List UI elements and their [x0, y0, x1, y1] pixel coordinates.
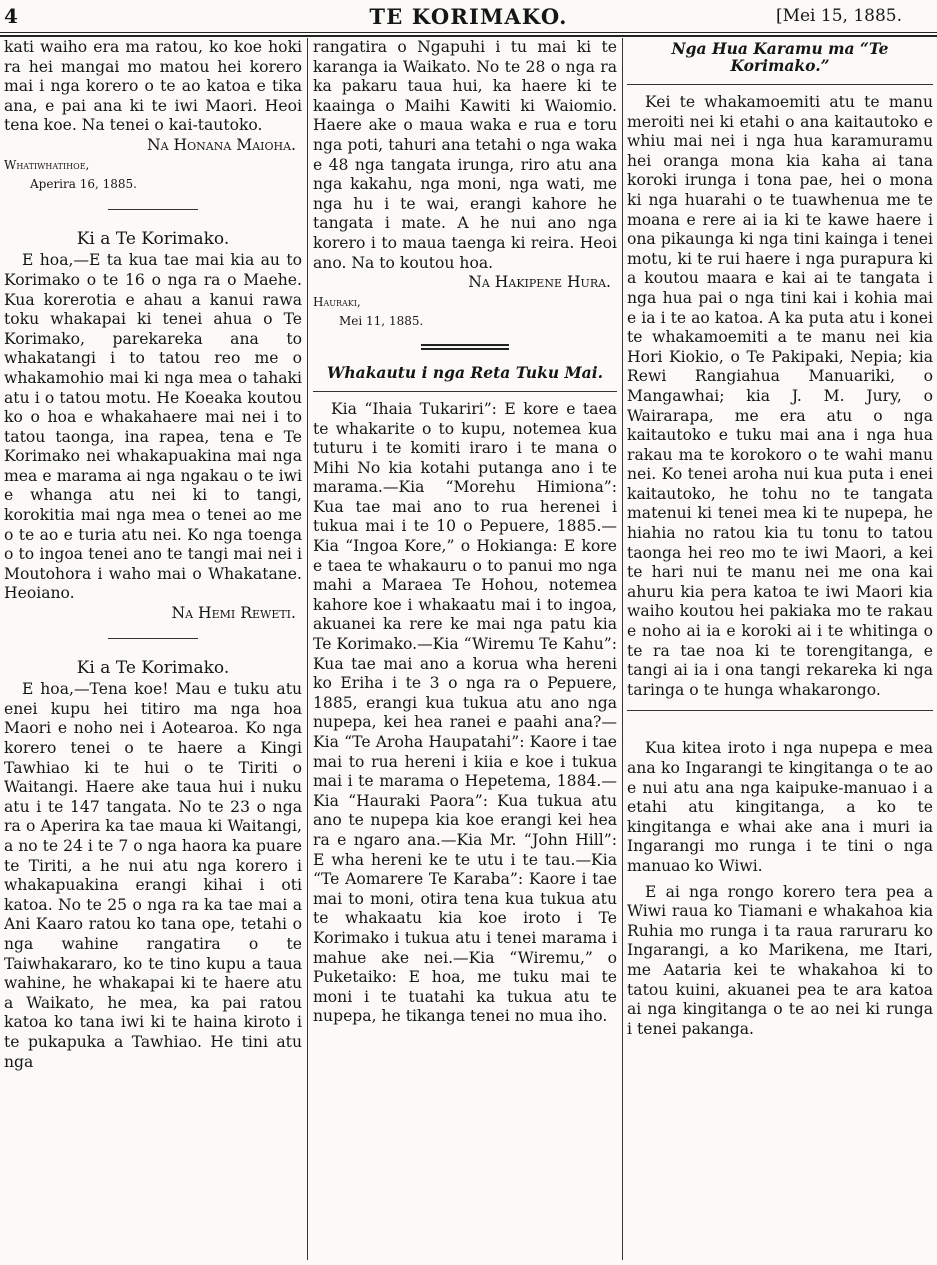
- letter3-heading: Ki a Te Korimako.: [76, 657, 230, 678]
- continued-body: rangatira o Ngapuhi i tu mai ki te karanga ia Waikato. No te 28 o nga ra ka pakaru taua hui, ka haere ki te kaainga o Maihi Kawiti ki Waiomio. Haere ake o maua waka e rua e toru nga poti, tahuri ana tetahi o nga waka e 48 nga tangata irunga, riro atu ana nga kakahu, nga moni, nga wati, me nga hu i te wai, erangi kahore he tangata i mate. A he nui ano nga korero i to maua taenga ki reira. Heoi ano. Na to koutou hoa.: [313, 38, 617, 272]
- letter1-signature: Na Honana Maioha.: [146, 135, 296, 154]
- continued-date: Mei 11, 1885.: [339, 314, 424, 329]
- column-1: [4, 38, 302, 1260]
- double-divider: [421, 344, 509, 350]
- article-para-2: Kua kitea iroto i nga nupepa e mea ana ko Ingarangi te kingitanga o te ao e nui atu ana nga kaipuke-manuao i a etahi atu kingitanga, a ko te kingitanga e whai ake ana i muri ia Ingarangi mo runga i te tini o nga manuao ko Wiwi.: [627, 739, 933, 875]
- paper-title: TE KORIMAKO.: [369, 4, 568, 29]
- column-divider: [622, 38, 623, 1260]
- column-2: [313, 38, 617, 1260]
- page-number: 4: [4, 4, 18, 28]
- replies-heading: Whakautu i nga Reta Tuku Mai.: [326, 362, 604, 382]
- article-para-1: Kei te whakamoemiti atu te manu meroiti nei ki etahi o ana kaitautoko e whiu mai nei i nga hua karamuramu hei oranga mona kia kaha ai tana koroki irunga i tona pae, hei o mona ki nga huarahi o te tuawhenua me te moana e rere ai ia ki te kawe haere i ona pikaunga ki nga tini kainga i tenei motu, ki te rui haere i nga purapura ki a koutou maara e kai ai te tangata i nga hua pai o nga tini kai i kohia mai e ia i te ao katoa. A ka puta atu i konei te whakamoemiti a te manu nei kia Hori Kiokio, o Te Pakipaki, Nepia; kia Rewi Rangiahua Manuariki, o Mangawhai; kia J. M. Jury, o Wairarapa, me era atu o nga kaitautoko e tuku mai ana i nga hua rakau ma te korokoro o te wahi manu nei. Ko tenei aroha nui kua puta i enei kaitautoko, he tohu no te tangata matenui ki tenei mea ki te nupepa, he hiahia no ratou kia tu tonu to tatou taonga hei reo mo te iwi Maori, a kei te hari nui te manu nei me ona kai ahuru kia pera katoa te iwi Maori kia waiho koutou hei pakiaka mo te rakau e noho ai ia e koroki ai i te whitinga o te ra tae noa ki te torengitanga, e tangi ai ia i ona tangi rekareka ki nga taringa o te hunga whakarongo.: [627, 93, 933, 699]
- continued-signature: Na Hakipene Hura.: [468, 273, 611, 292]
- masthead-rule-thick: [0, 35, 937, 37]
- article-para-3: E ai nga rongo korero tera pea a Wiwi raua ko Tiamani e whakahoa kia Ruhia mo runga i ta raua raruraru ko Ingarangi, a ko Marikena, me Itari, me Aataria kei te whakahoa ki to tatou kuini, akuanei pea te ara katoa ai nga kingitanga o te ao nei ki runga i tenei pakanga.: [627, 882, 933, 1038]
- letter2-signature: Na Hemi Reweti.: [171, 604, 296, 623]
- section-divider: [627, 710, 933, 711]
- section-divider: [108, 638, 198, 639]
- letter2-body: E hoa,—E ta kua tae mai kia au to Korimako o te 16 o nga ra o Maehe. Kua korerotia e ahau a kanui rawa toku whakapai ki tenei ahua o Te Korimako, parekareka ana to whakatangi i to tatou reo me o whakamohio mai ki nga mea o tahaki atu i o tatou motu. He Koeaka koutou ko o hoa e whakahaere mai nei i to tatou taonga, ina rapea, tena e Te Korimako nei whakapuakina mai nga mea e marama ai nga ngakau o te iwi e whanga atu nei ki to tangi, korokitia mai nga mea o tenei ao me o te ao e turia atu nei. Ko nga toenga o to ingoa tenei ano te tangi mai nei i Moutohora i waho mai o Whakatane. Heoiano.: [4, 251, 302, 603]
- article-heading: Nga Hua Karamu ma “Te Korimako.”: [671, 39, 889, 75]
- section-divider: [108, 209, 198, 210]
- column-3: [627, 38, 933, 1260]
- heading-rule: [313, 391, 617, 392]
- letter1-date: Aperira 16, 1885.: [30, 177, 137, 192]
- letter1-place: Whatiwhatihoe,: [4, 157, 90, 172]
- heading-rule: [627, 84, 933, 85]
- issue-date: [Mei 15, 1885.: [775, 6, 902, 26]
- masthead-rule: [0, 32, 937, 33]
- letter3-body: E hoa,—Tena koe! Mau e tuku atu enei kupu hei titiro ma nga hoa Maori e noho nei i Aotearoa. Ko nga korero tenei o te haere a Kingi Tawhiao ki te hui o te Tiriti o Waitangi. Haere ake taua hui i nuku atu i te 147 tangata. No te 23 o nga ra o Aperira ka tae maua ki Waitangi, a no te 24 i te 7 o nga haora ka puare te Tiriti, a he nui atu nga korero i whakapuakina erangi kihai i oti katoa. No te 25 o nga ra ka tae mai a Ani Kaaro ratou ko tana ope, tetahi o nga wahine rangatira o te Taiwhakararo, ko te tino kupu a taua wahine, he whakapai ki te haere atu a Waikato, he mea, ka pai ratou katoa ko tana iwi ki te haina kiroto i te pukapuka a Tawhiao. He tini atu nga: [4, 680, 302, 1071]
- column-divider: [307, 38, 308, 1260]
- masthead: [0, 0, 937, 34]
- letter2-heading: Ki a Te Korimako.: [76, 228, 230, 249]
- replies-body: Kia “Ihaia Tukariri”: E kore e taea te whakarite o to kupu, notemea kua tuturu i te komiti iraro i te mana o Mihi No kia kotahi putanga ano i te marama.—Kia “Morehu Himiona”: Kua tae mai ano to rua herenei i tukua mai i te 10 o Pepuere, 1885.—Kia “Ingoa Kore,” o Hokianga: E kore e taea te whakauru o to panui mo nga mahi a Maraea Te Hohou, notemea kahore koe i whakaatu mai i to ingoa, akuanei ka rere ke mai nga patu kia Te Korimako.—Kia “Wiremu Te Kahu”: Kua tae mai ano a korua wha hereni ko Eriha i te 3 o nga ra o Pepuere, 1885, erangi kua tukua atu ano nga nupepa, kei hea ranei e paahi ana?—Kia “Te Aroha Haupatahi”: Kaore i tae mai to rua hereni i kiia e koe i tukua mai i te marama o Hepetema, 1884.—Kia “Hauraki Paora”: Kua tukua atu ano te nupepa kia koe erangi kei hea ra e ngaro ana.—Kia Mr. “John Hill”: E wha hereni ke te utu i te tau.—Kia “Te Aomarere Te Karaba”: Kaore i tae mai to moni, otira tena kua tukua atu te whakaatu kia koe iroto i Te Korimako i tukua atu i tenei marama i mahue ake nei.—Kia “Wiremu,” o Puketaiko: E hoa, me tuku mai te moni i te tuatahi ka tukua atu te nupepa, he tikanga tenei no mua iho.: [313, 399, 617, 1026]
- letter1-body: kati waiho era ma ratou, ko koe hoki ra hei mangai mo matou hei korero mai i nga korero o te ao katoa e tika ana, e pai ana ki te iwi Maori. Heoi tena koe. Na tenei o kai-tautoko.: [4, 38, 302, 135]
- continued-place: Hauraki,: [313, 294, 361, 309]
